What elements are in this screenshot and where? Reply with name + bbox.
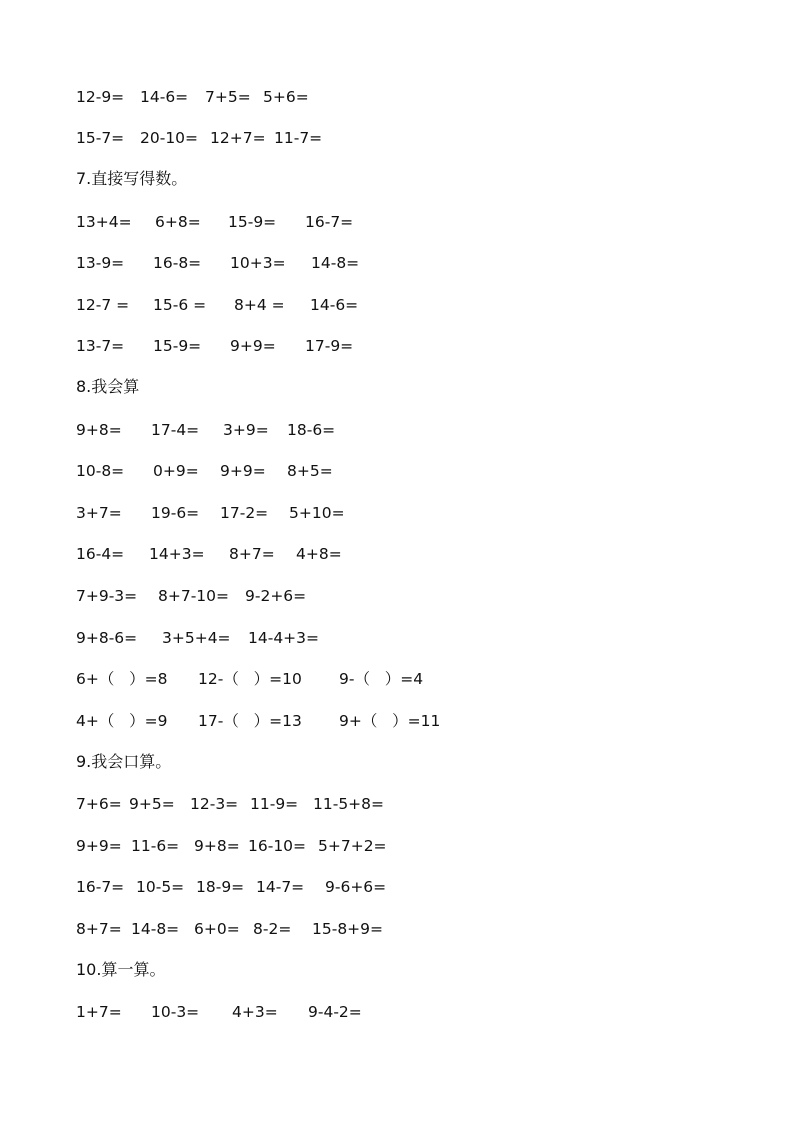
problem: 6+0=: [194, 920, 240, 938]
problem: 14-8=: [311, 254, 360, 272]
problem-row: [0, 710, 794, 732]
problem: 16-7=: [76, 878, 125, 896]
problem: 16-4=: [76, 545, 125, 563]
problem: 11-5+8=: [313, 795, 385, 813]
problem-row: [0, 252, 794, 274]
problem: 9-4-2=: [308, 1003, 362, 1021]
problem: 19-6=: [151, 504, 200, 522]
problem-row: [0, 876, 794, 898]
problem: 15-9=: [153, 337, 202, 355]
problem-row: [0, 793, 794, 815]
problem: 8+4 =: [234, 296, 285, 314]
problem-row: [0, 502, 794, 524]
problem: 16-8=: [153, 254, 202, 272]
problem: 9+8=: [76, 421, 122, 439]
problem: 8+5=: [287, 462, 333, 480]
problem: 14+3=: [149, 545, 205, 563]
fill-blank-problem: 9+（ ）=11: [339, 712, 441, 730]
problem-row: [0, 127, 794, 149]
problem: 14-4+3=: [248, 629, 320, 647]
problem: 0+9=: [153, 462, 199, 480]
problem: 10-5=: [136, 878, 185, 896]
problem: 8+7=: [229, 545, 275, 563]
problem-row: [0, 86, 794, 108]
problem-row: [0, 627, 794, 649]
problem: 1+7=: [76, 1003, 122, 1021]
problem: 6+8=: [155, 213, 201, 231]
problem: 15-6 =: [153, 296, 207, 314]
problem-row: [0, 835, 794, 857]
problem-row: [0, 543, 794, 565]
problem: 4+8=: [296, 545, 342, 563]
problem: 10+3=: [230, 254, 286, 272]
problem-row: [0, 1001, 794, 1023]
problem: 15-8+9=: [312, 920, 384, 938]
problem: 8+7-10=: [158, 587, 230, 605]
problem: 11-6=: [131, 837, 180, 855]
problem: 20-10=: [140, 129, 199, 147]
fill-blank-problem: 17-（ ）=13: [198, 712, 302, 730]
fill-blank-problem: 6+（ ）=8: [76, 670, 168, 688]
problem: 10-3=: [151, 1003, 200, 1021]
problem: 3+9=: [223, 421, 269, 439]
problem: 3+5+4=: [162, 629, 231, 647]
problem: 16-7=: [305, 213, 354, 231]
problem-row: [0, 294, 794, 316]
problem: 17-4=: [151, 421, 200, 439]
problem: 15-7=: [76, 129, 125, 147]
problem-row: [0, 460, 794, 482]
problem: 12-3=: [190, 795, 239, 813]
section-7-title: 7.直接写得数。: [76, 169, 188, 188]
problem-row: [0, 419, 794, 441]
problem: 12-7 =: [76, 296, 130, 314]
section-10-title: 10.算一算。: [76, 960, 166, 979]
problem: 9+8-6=: [76, 629, 138, 647]
problem: 7+9-3=: [76, 587, 138, 605]
problem: 11-9=: [250, 795, 299, 813]
fill-blank-problem: 4+（ ）=9: [76, 712, 168, 730]
problem: 14-7=: [256, 878, 305, 896]
problem: 12-9=: [76, 88, 125, 106]
problem: 5+6=: [263, 88, 309, 106]
problem: 8+7=: [76, 920, 122, 938]
problem-row: [0, 335, 794, 357]
problem: 3+7=: [76, 504, 122, 522]
problem: 13+4=: [76, 213, 132, 231]
problem-row: [0, 585, 794, 607]
problem: 7+5=: [205, 88, 251, 106]
problem: 13-9=: [76, 254, 125, 272]
problem: 4+3=: [232, 1003, 278, 1021]
problem: 9-2+6=: [245, 587, 307, 605]
problem-row: [0, 918, 794, 940]
problem-row: [0, 668, 794, 690]
problem: 14-6=: [140, 88, 189, 106]
fill-blank-problem: 12-（ ）=10: [198, 670, 302, 688]
problem: 14-6=: [310, 296, 359, 314]
problem: 15-9=: [228, 213, 277, 231]
problem: 16-10=: [248, 837, 307, 855]
problem: 14-8=: [131, 920, 180, 938]
section-9-title: 9.我会口算。: [76, 752, 172, 771]
fill-blank-problem: 9-（ ）=4: [339, 670, 424, 688]
problem: 9+9=: [76, 837, 122, 855]
problem: 5+10=: [289, 504, 345, 522]
problem: 9+8=: [194, 837, 240, 855]
problem: 12+7=: [210, 129, 266, 147]
problem: 7+6=: [76, 795, 122, 813]
problem: 17-2=: [220, 504, 269, 522]
problem: 17-9=: [305, 337, 354, 355]
problem: 18-9=: [196, 878, 245, 896]
problem: 11-7=: [274, 129, 323, 147]
problem: 18-6=: [287, 421, 336, 439]
section-8-title: 8.我会算: [76, 377, 140, 396]
problem: 13-7=: [76, 337, 125, 355]
problem: 9+9=: [230, 337, 276, 355]
problem: 9-6+6=: [325, 878, 387, 896]
problem: 8-2=: [253, 920, 292, 938]
problem: 9+5=: [129, 795, 175, 813]
problem: 10-8=: [76, 462, 125, 480]
problem: 5+7+2=: [318, 837, 387, 855]
problem-row: [0, 211, 794, 233]
problem: 9+9=: [220, 462, 266, 480]
